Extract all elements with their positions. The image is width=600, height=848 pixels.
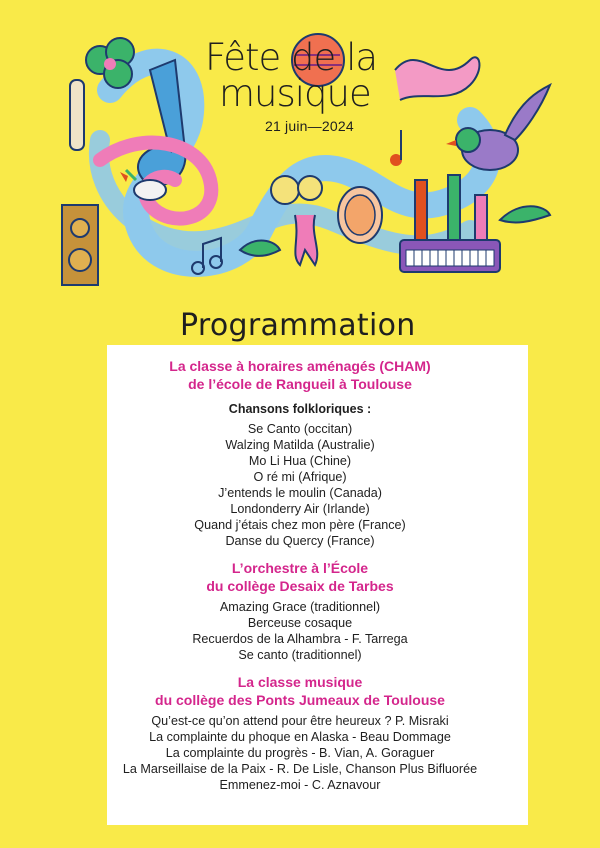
song-item: Amazing Grace (traditionnel) <box>219 600 381 614</box>
song-item: La complainte du progrès - B. Vian, A. Goraguer <box>165 746 435 760</box>
song-item: Berceuse cosaque <box>247 616 353 630</box>
flower-icon <box>86 38 134 88</box>
music-note-icon <box>390 130 402 166</box>
leaf-shape <box>500 206 550 222</box>
section-title: du collège Desaix de Tarbes <box>206 578 394 594</box>
festival-date: 21 juin—2024 <box>265 118 354 134</box>
program-section-classe-musique <box>80 673 520 793</box>
stacked-figure <box>70 80 84 150</box>
program-heading: Programmation <box>180 308 416 343</box>
song-item: La Marseillaise de la Paix - R. De Lisle, Chanson Plus Bifluorée <box>122 762 478 776</box>
song-item: Se Canto (occitan) <box>247 422 353 436</box>
section-title: L’orchestre à l’École <box>231 560 369 576</box>
song-item: La complainte du phoque en Alaska - Beau Dommage <box>149 730 451 744</box>
dancing-figure <box>295 215 317 265</box>
drum-icon <box>338 187 382 243</box>
song-item: Danse du Quercy (France) <box>225 534 375 548</box>
festival-title-line-1: Fête de la <box>205 36 378 79</box>
speaker-icon <box>62 205 98 285</box>
section-title: de l’école de Rangueil à Toulouse <box>188 376 412 392</box>
program-section-orchestre <box>80 559 520 663</box>
song-item: J’entends le moulin (Canada) <box>218 486 382 500</box>
song-item: Emmenez-moi - C. Aznavour <box>219 778 381 792</box>
section-title: du collège des Ponts Jumeaux de Toulouse <box>155 692 445 708</box>
song-item: Londonderry Air (Irlande) <box>230 502 370 516</box>
section-subheading: Chansons folkloriques : <box>228 402 372 416</box>
song-item: O ré mi (Afrique) <box>253 470 347 484</box>
festival-title-block <box>205 36 395 134</box>
keyboard-icon <box>400 240 500 272</box>
program-section-cham <box>80 357 520 549</box>
program-content <box>80 357 520 803</box>
festival-title-line-2: musique <box>219 72 371 115</box>
song-item: Recuerdos de la Alhambra - F. Tarrega <box>192 632 408 646</box>
song-item: Mo Li Hua (Chine) <box>248 454 352 468</box>
song-item: Quand j’étais chez mon père (France) <box>194 518 406 532</box>
song-list <box>80 599 520 663</box>
section-title: La classe musique <box>237 674 363 690</box>
song-item: Se canto (traditionnel) <box>238 648 362 662</box>
song-item: Qu’est-ce qu’on attend pour être heureux ? P. Misraki <box>151 714 449 728</box>
song-list <box>80 713 520 793</box>
song-list <box>80 421 520 549</box>
song-item: Walzing Matilda (Australie) <box>225 438 375 452</box>
section-title: La classe à horaires aménagés (CHAM) <box>169 358 431 374</box>
pink-ribbon-shape <box>395 57 479 100</box>
